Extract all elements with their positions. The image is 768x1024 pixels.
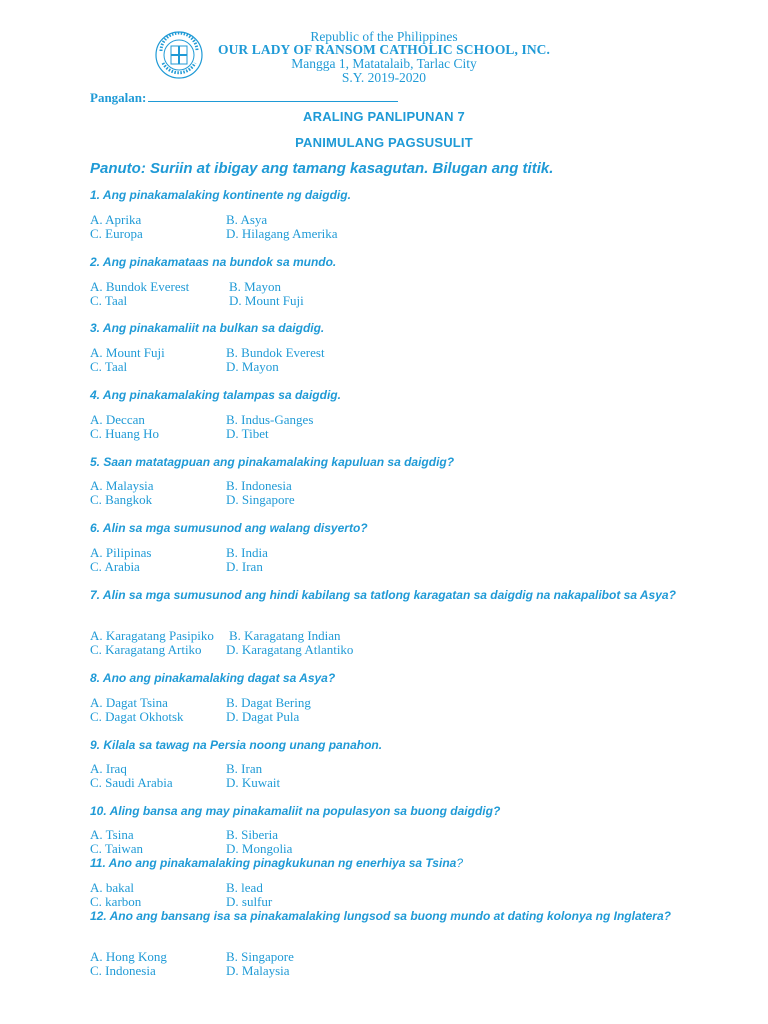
question-7: 7. Alin sa mga sumusunod ang hindi kabilang sa tatlong karagatan sa daigdig na nakapalibot sa Asya? xyxy=(90,588,676,602)
option-c[interactable]: C. Taal xyxy=(90,292,128,308)
option-a[interactable]: A. Dagat Tsina xyxy=(90,695,168,710)
option-a[interactable]: A. Bundok Everest xyxy=(90,279,190,294)
question-11-mark: ? xyxy=(456,856,464,870)
name-blank-line[interactable] xyxy=(148,89,398,102)
option-a[interactable]: A. Pilipinas xyxy=(90,545,152,560)
option-c[interactable]: C. Saudi Arabia xyxy=(90,774,173,790)
exam-title: PANIMULANG PAGSUSULIT xyxy=(295,135,473,150)
option-b[interactable]: B. Asya xyxy=(226,212,268,227)
option-d[interactable]: D. Mongolia xyxy=(226,840,293,856)
option-a[interactable]: A. Mount Fuji xyxy=(90,345,165,360)
option-c[interactable]: C. Karagatang Artiko xyxy=(90,641,202,657)
option-c[interactable]: C. Arabia xyxy=(90,558,140,574)
option-d[interactable]: D. Malaysia xyxy=(226,962,290,978)
question-6: 6. Alin sa mga sumusunod ang walang disyerto? xyxy=(90,521,368,535)
option-d[interactable]: D. Mayon xyxy=(226,358,279,374)
option-a[interactable]: A. Deccan xyxy=(90,412,145,427)
school-name: OUR LADY OF RANSOM CATHOLIC SCHOOL, INC. xyxy=(217,42,551,57)
option-a[interactable]: A. Iraq xyxy=(90,761,127,776)
option-c[interactable]: C. Taiwan xyxy=(90,840,144,856)
option-d[interactable]: D. sulfur xyxy=(226,893,273,909)
option-a[interactable]: A. bakal xyxy=(90,880,135,895)
option-d[interactable]: D. Hilagang Amerika xyxy=(226,225,338,241)
option-b[interactable]: B. lead xyxy=(226,880,263,895)
option-c[interactable]: C. Huang Ho xyxy=(90,425,159,441)
question-4: 4. Ang pinakamalaking talampas sa daigdig. xyxy=(90,388,341,402)
option-a[interactable]: A. Tsina xyxy=(90,827,134,842)
option-b[interactable]: B. Dagat Bering xyxy=(226,695,311,710)
option-b[interactable]: B. Indonesia xyxy=(226,478,292,493)
option-c[interactable]: C. Bangkok xyxy=(90,491,153,507)
option-d[interactable]: D. Dagat Pula xyxy=(226,708,300,724)
option-b[interactable]: B. Iran xyxy=(226,761,263,776)
republic-heading: Republic of the Philippines xyxy=(310,29,458,44)
question-10: 10. Aling bansa ang may pinakamaliit na populasyon sa buong daigdig? xyxy=(90,804,501,818)
question-11 xyxy=(90,855,690,871)
option-c[interactable]: C. Taal xyxy=(90,358,128,374)
option-a[interactable]: A. Malaysia xyxy=(90,478,154,493)
option-b[interactable]: B. Singapore xyxy=(226,949,294,964)
option-c[interactable]: C. Dagat Okhotsk xyxy=(90,708,184,724)
option-b[interactable]: B. Indus-Ganges xyxy=(226,412,314,427)
question-12: 12. Ano ang bansang isa sa pinakamalaking lungsod sa buong mundo at dating kolonya ng Inglatera? xyxy=(90,909,671,923)
question-2: 2. Ang pinakamataas na bundok sa mundo. xyxy=(90,255,337,269)
question-5: 5. Saan matatagpuan ang pinakamalaking kapuluan sa daigdig? xyxy=(90,455,455,469)
question-11-text: 11. Ano ang pinakamalaking pinagkukunan ng enerhiya sa Tsina xyxy=(90,856,457,870)
question-1: 1. Ang pinakamalaking kontinente ng daigdig. xyxy=(90,188,351,202)
option-b[interactable]: B. Siberia xyxy=(226,827,278,842)
option-a[interactable]: A. Hong Kong xyxy=(90,949,167,964)
question-8: 8. Ano ang pinakamalaking dagat sa Asya? xyxy=(90,671,336,685)
school-year: S.Y. 2019-2020 xyxy=(341,70,427,85)
option-c[interactable]: C. Europa xyxy=(90,225,143,241)
option-d[interactable]: D. Mount Fuji xyxy=(229,292,304,308)
question-3: 3. Ang pinakamaliit na bulkan sa daigdig. xyxy=(90,321,325,335)
option-b[interactable]: B. Mayon xyxy=(229,279,281,294)
subject-title: ARALING PANLIPUNAN 7 xyxy=(303,109,465,124)
option-a[interactable]: A. Aprika xyxy=(90,212,142,227)
option-a[interactable]: A. Karagatang Pasipiko xyxy=(90,628,214,643)
option-d[interactable]: D. Kuwait xyxy=(226,774,281,790)
option-b[interactable]: B. Bundok Everest xyxy=(226,345,325,360)
school-address: Mangga 1, Matatalaib, Tarlac City xyxy=(291,56,477,71)
question-9: 9. Kilala sa tawag na Persia noong unang panahon. xyxy=(90,738,383,752)
option-d[interactable]: D. Singapore xyxy=(226,491,295,507)
option-c[interactable]: C. Indonesia xyxy=(90,962,156,978)
option-d[interactable]: D. Tibet xyxy=(226,425,269,441)
directions: Panuto: Suriin at ibigay ang tamang kasagutan. Bilugan ang titik. xyxy=(90,160,554,177)
option-b[interactable]: B. India xyxy=(226,545,268,560)
option-c[interactable]: C. karbon xyxy=(90,893,142,909)
option-d[interactable]: D. Iran xyxy=(226,558,263,574)
option-b[interactable]: B. Karagatang Indian xyxy=(229,628,341,643)
name-label: Pangalan: xyxy=(90,90,147,105)
name-field xyxy=(90,89,398,106)
option-d[interactable]: D. Karagatang Atlantiko xyxy=(226,641,354,657)
